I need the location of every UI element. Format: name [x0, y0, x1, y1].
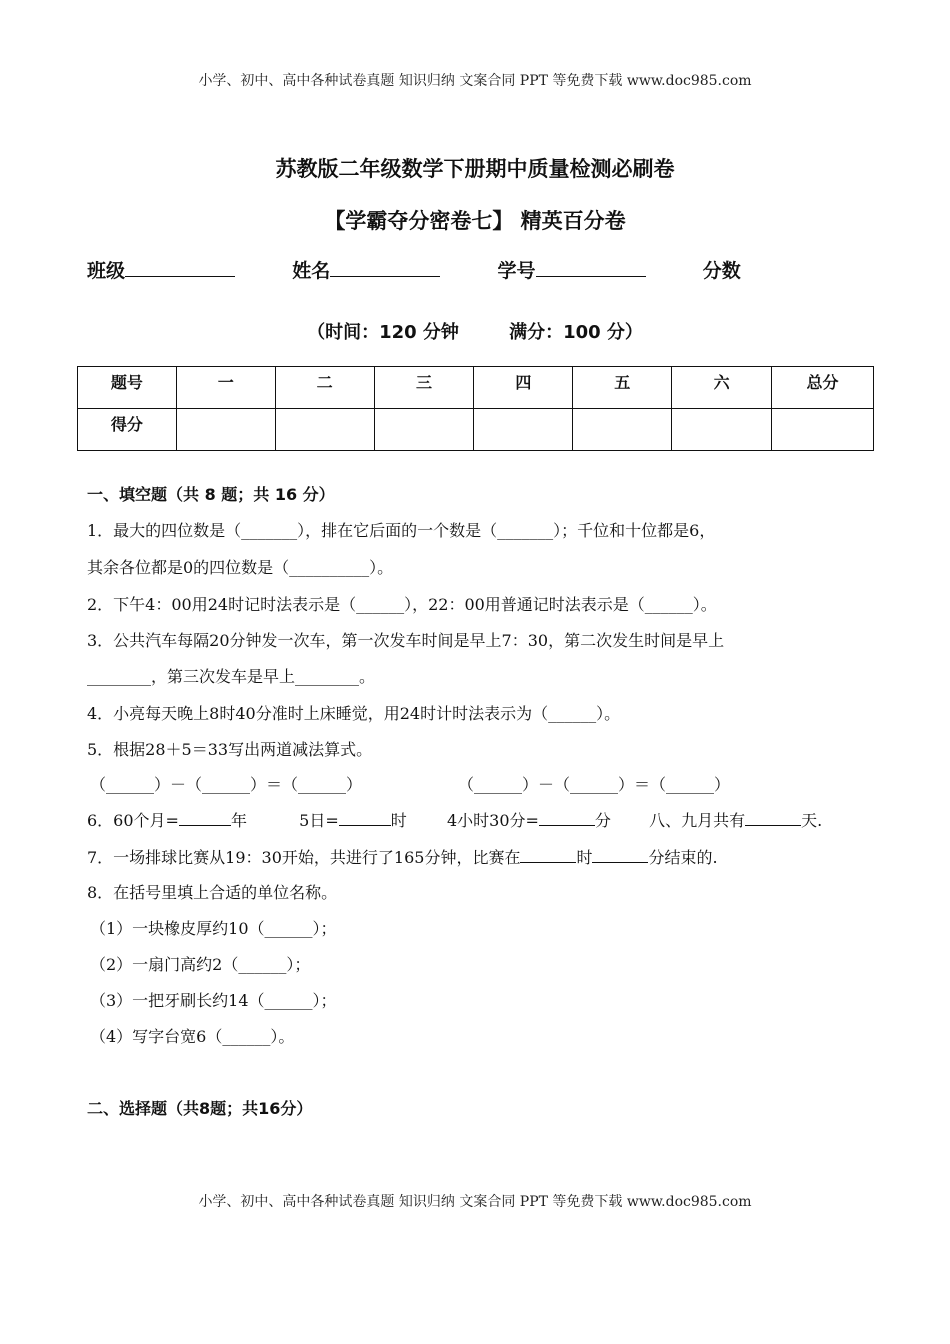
q6-part-4-unit: 天. — [801, 811, 823, 830]
score-table — [77, 366, 874, 451]
name-blank[interactable] — [330, 258, 440, 277]
header-note: 小学、初中、高中各种试卷真题 知识归纳 文案合同 PPT 等免费下载 www.doc985.com — [198, 73, 752, 89]
score-label: 分数 — [702, 260, 741, 282]
question-7 — [87, 845, 718, 868]
question-1-line-1: 1．最大的四位数是（_______），排在它后面的一个数是（_______）；千位和十位都是6， — [87, 521, 716, 540]
question-8-item-4: （4）写字台宽6（______）。 — [90, 1027, 295, 1046]
page-subtitle: 【学霸夺分密卷七】 精英百分卷 — [324, 209, 626, 233]
question-8-item-2: （2）一扇门高约2（______）； — [90, 955, 311, 974]
number-blank[interactable] — [536, 258, 646, 277]
name-label: 姓名 — [292, 260, 331, 282]
table-header-cell: 总分 — [772, 367, 874, 409]
q6-part-2-unit: 时 — [390, 811, 407, 830]
q6-part-3-unit: 分 — [594, 811, 611, 830]
table-header-cell: 五 — [573, 367, 672, 409]
q6-blank-3[interactable] — [539, 811, 595, 826]
student-info-row — [87, 256, 741, 283]
score-cell[interactable] — [176, 409, 275, 451]
table-header-cell: 四 — [474, 367, 573, 409]
score-cell[interactable] — [275, 409, 374, 451]
score-table-header-row — [78, 367, 874, 409]
q7-blank-1[interactable] — [520, 848, 576, 863]
section-1-title: 一、填空题（共 8 题；共 16 分） — [87, 485, 335, 504]
question-3-line-1: 3．公共汽车每隔20分钟发一次车，第一次发车时间是早上7：30，第二次发生时间是早上 — [87, 631, 725, 650]
q7-part-3: 分结束的. — [648, 848, 718, 867]
class-blank[interactable] — [125, 258, 235, 277]
question-8-item-1: （1）一块橡皮厚约10（______）； — [90, 919, 337, 938]
q6-blank-2[interactable] — [339, 811, 391, 826]
q7-part-2: 时 — [576, 848, 593, 867]
score-cell[interactable] — [474, 409, 573, 451]
q6-part-1: 6．60个月= — [87, 811, 179, 830]
question-6 — [87, 808, 822, 831]
score-row-label: 得分 — [78, 409, 177, 451]
footer-note: 小学、初中、高中各种试卷真题 知识归纳 文案合同 PPT 等免费下载 www.doc985.com — [198, 1194, 752, 1210]
q7-part-1: 7．一场排球比赛从19：30开始，共进行了165分钟，比赛在 — [87, 848, 521, 867]
class-label: 班级 — [87, 260, 126, 282]
score-cell[interactable] — [672, 409, 772, 451]
q6-part-4: 八、九月共有 — [649, 811, 746, 830]
question-1-line-2: 其余各位都是0的四位数是（__________）。 — [87, 558, 394, 577]
question-4: 4．小亮每天晚上8时40分准时上床睡觉，用24时计时法表示为（______）。 — [87, 704, 621, 723]
q6-part-1-unit: 年 — [230, 811, 247, 830]
q6-part-2: 5日= — [299, 811, 339, 830]
question-5: 5．根据28＋5＝33写出两道减法算式。 — [87, 740, 373, 759]
number-label: 学号 — [497, 260, 536, 282]
score-cell[interactable] — [374, 409, 474, 451]
question-5-equation-1: （______）－（______）＝（______） — [90, 775, 363, 794]
question-5-equation-2: （______）－（______）＝（______） — [458, 775, 731, 794]
page-title: 苏教版二年级数学下册期中质量检测必刷卷 — [275, 157, 675, 181]
table-header-cell: 三 — [374, 367, 474, 409]
question-8: 8．在括号里填上合适的单位名称。 — [87, 883, 338, 902]
q6-blank-1[interactable] — [179, 811, 231, 826]
q6-blank-4[interactable] — [745, 811, 801, 826]
table-header-cell: 二 — [275, 367, 374, 409]
score-cell[interactable] — [772, 409, 874, 451]
table-header-cell: 题号 — [78, 367, 177, 409]
q6-part-3: 4小时30分= — [446, 811, 539, 830]
section-2-title: 二、选择题（共8题；共16分） — [87, 1099, 313, 1118]
score-cell[interactable] — [573, 409, 672, 451]
time-info: （时间：120 分钟 满分：100 分） — [307, 322, 643, 343]
question-3-line-2: ________，第三次发车是早上________。 — [87, 667, 376, 686]
question-8-item-3: （3）一把牙刷长约14（______）； — [90, 991, 337, 1010]
score-table-row — [78, 409, 874, 451]
table-header-cell: 六 — [672, 367, 772, 409]
table-header-cell: 一 — [176, 367, 275, 409]
question-2: 2．下午4：00用24时记时法表示是（______），22：00用普通记时法表示是（______）。 — [87, 595, 717, 614]
q7-blank-2[interactable] — [592, 848, 648, 863]
